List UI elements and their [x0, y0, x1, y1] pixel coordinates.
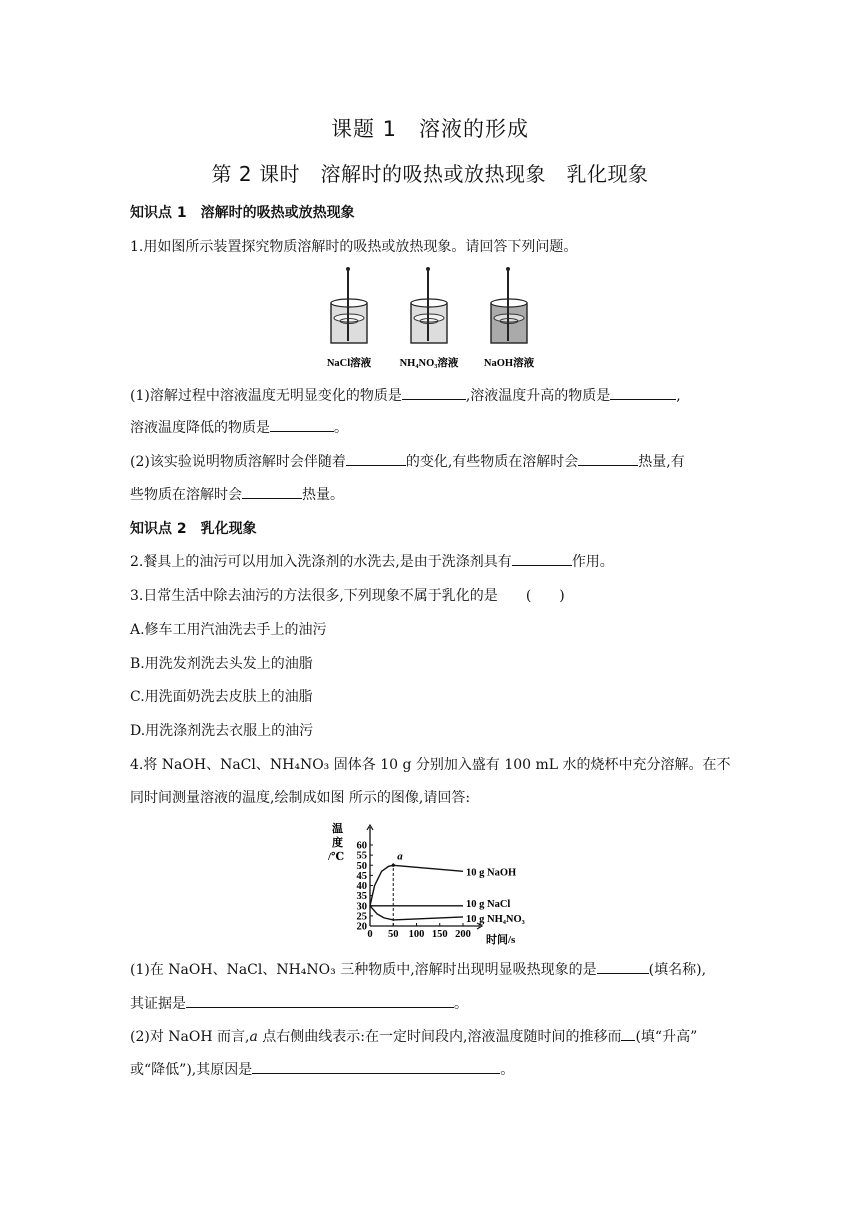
question-1-part-2-line-1: (2)该实验说明物质溶解时会伴随着 的变化,有些物质在溶解时会 热量,有: [130, 451, 685, 471]
y-axis-label-line-3: /℃: [328, 851, 345, 863]
option-d: D.用洗涤剂洗去衣服上的油污: [130, 723, 314, 739]
series-label: 10 g NaCl: [466, 898, 511, 910]
answer-blank[interactable]: [610, 385, 676, 400]
answer-blank[interactable]: [578, 451, 638, 466]
x-tick-label: 200: [455, 929, 471, 940]
question-4-part-2-line-2: 或“降低”),其原因是 。: [130, 1059, 514, 1079]
option-c: C.用洗面奶洗去皮肤上的油脂: [130, 689, 313, 705]
y-tick-label: 20: [356, 921, 367, 933]
question-4-stem-line-1: 4.将 NaOH、NaCl、NH₄NO₃ 固体各 10 g 分别加入盛有 100 mL 水的烧杯中充分溶解。在不: [130, 757, 731, 773]
answer-blank[interactable]: [402, 385, 466, 400]
y-tick-label: 50: [356, 860, 367, 872]
answer-blank[interactable]: [252, 1059, 500, 1074]
question-3-stem: 3.日常生活中除去油污的方法很多,下列现象不属于乳化的是 ( ): [130, 588, 565, 604]
answer-blank[interactable]: [512, 551, 572, 566]
beaker-naoh-icon: [491, 267, 527, 343]
question-1-part-2-line-2: 些物质在溶解时会 热量。: [130, 484, 344, 504]
x-tick-label: 0: [367, 929, 373, 940]
y-tick-label: 45: [356, 870, 367, 882]
point-a-label: a: [397, 850, 403, 863]
option-a: A.修车工用汽油洗去手上的油污: [130, 622, 327, 638]
x-tick-label: 150: [431, 929, 448, 940]
y-tick-label: 60: [356, 840, 367, 852]
temperature-chart: [320, 815, 540, 950]
series-label: 10 g NaOH: [466, 867, 517, 879]
section-heading-2: 知识点 2 乳化现象: [130, 521, 257, 537]
series-line: [370, 865, 463, 906]
option-b: B.用洗发剂洗去头发上的油脂: [130, 656, 313, 672]
y-tick-label: 40: [356, 881, 367, 892]
beakers-figure: [315, 263, 555, 373]
question-1-part-1-line-1: (1)溶解过程中溶液温度无明显变化的物质是 ,溶液温度升高的物质是 ,: [130, 385, 681, 405]
beaker-label-nh4no3: NH₄NO₃溶液: [399, 358, 459, 369]
y-axis-label-line-1: 温: [332, 823, 343, 835]
y-axis-label-line-2: 度: [332, 837, 343, 849]
question-1-stem: 1.用如图所示装置探究物质溶解时的吸热或放热现象。请回答下列问题。: [130, 239, 578, 255]
y-tick-label: 55: [356, 850, 367, 862]
answer-blank[interactable]: [242, 484, 302, 499]
answer-parentheses[interactable]: ( ): [525, 588, 565, 604]
question-1-part-1-line-2: 溶液温度降低的物质是 。: [130, 417, 348, 437]
x-tick-label: 100: [408, 929, 425, 940]
answer-blank[interactable]: [621, 1026, 635, 1041]
y-tick-label: 25: [356, 911, 367, 923]
answer-blank[interactable]: [346, 451, 406, 466]
answer-blank[interactable]: [186, 993, 454, 1008]
answer-blank[interactable]: [597, 959, 649, 974]
series-label: 10 g NH₄NO₃: [466, 913, 525, 925]
lesson-title: 课题 1 溶液的形成: [330, 117, 530, 141]
answer-blank[interactable]: [270, 417, 334, 432]
question-4-part-1-line-2: 其证据是 。: [130, 993, 468, 1013]
series-line: [370, 906, 463, 920]
question-4-part-2-line-1: (2)对 NaOH 而言,a 点右侧曲线表示:在一定时间段内,溶液温度随时间的推移而 (填“升高”: [130, 1026, 697, 1046]
beaker-nh4no3-icon: [411, 267, 447, 343]
question-4-part-1-line-1: (1)在 NaOH、NaCl、NH₄NO₃ 三种物质中,溶解时出现明显吸热现象的是 (填名称),: [130, 959, 706, 979]
question-4-stem-line-2: 同时间测量溶液的温度,绘制成如图 所示的图像,请回答:: [130, 790, 471, 806]
x-axis-label: 时间/s: [486, 934, 516, 946]
question-2: 2.餐具上的油污可以用加入洗涤剂的水洗去,是由于洗涤剂具有 作用。: [130, 551, 614, 571]
y-tick-label: 30: [356, 901, 367, 913]
lesson-subtitle: 第 2 课时 溶解时的吸热或放热现象 乳化现象: [211, 162, 649, 186]
x-tick-label: 50: [388, 929, 399, 940]
beaker-nacl-icon: [331, 267, 367, 343]
y-tick-label: 35: [356, 891, 367, 903]
beaker-label-nacl: NaCl溶液: [326, 358, 372, 369]
section-heading-1: 知识点 1 溶解时的吸热或放热现象: [130, 205, 355, 221]
beaker-label-naoh: NaOH溶液: [483, 358, 535, 369]
